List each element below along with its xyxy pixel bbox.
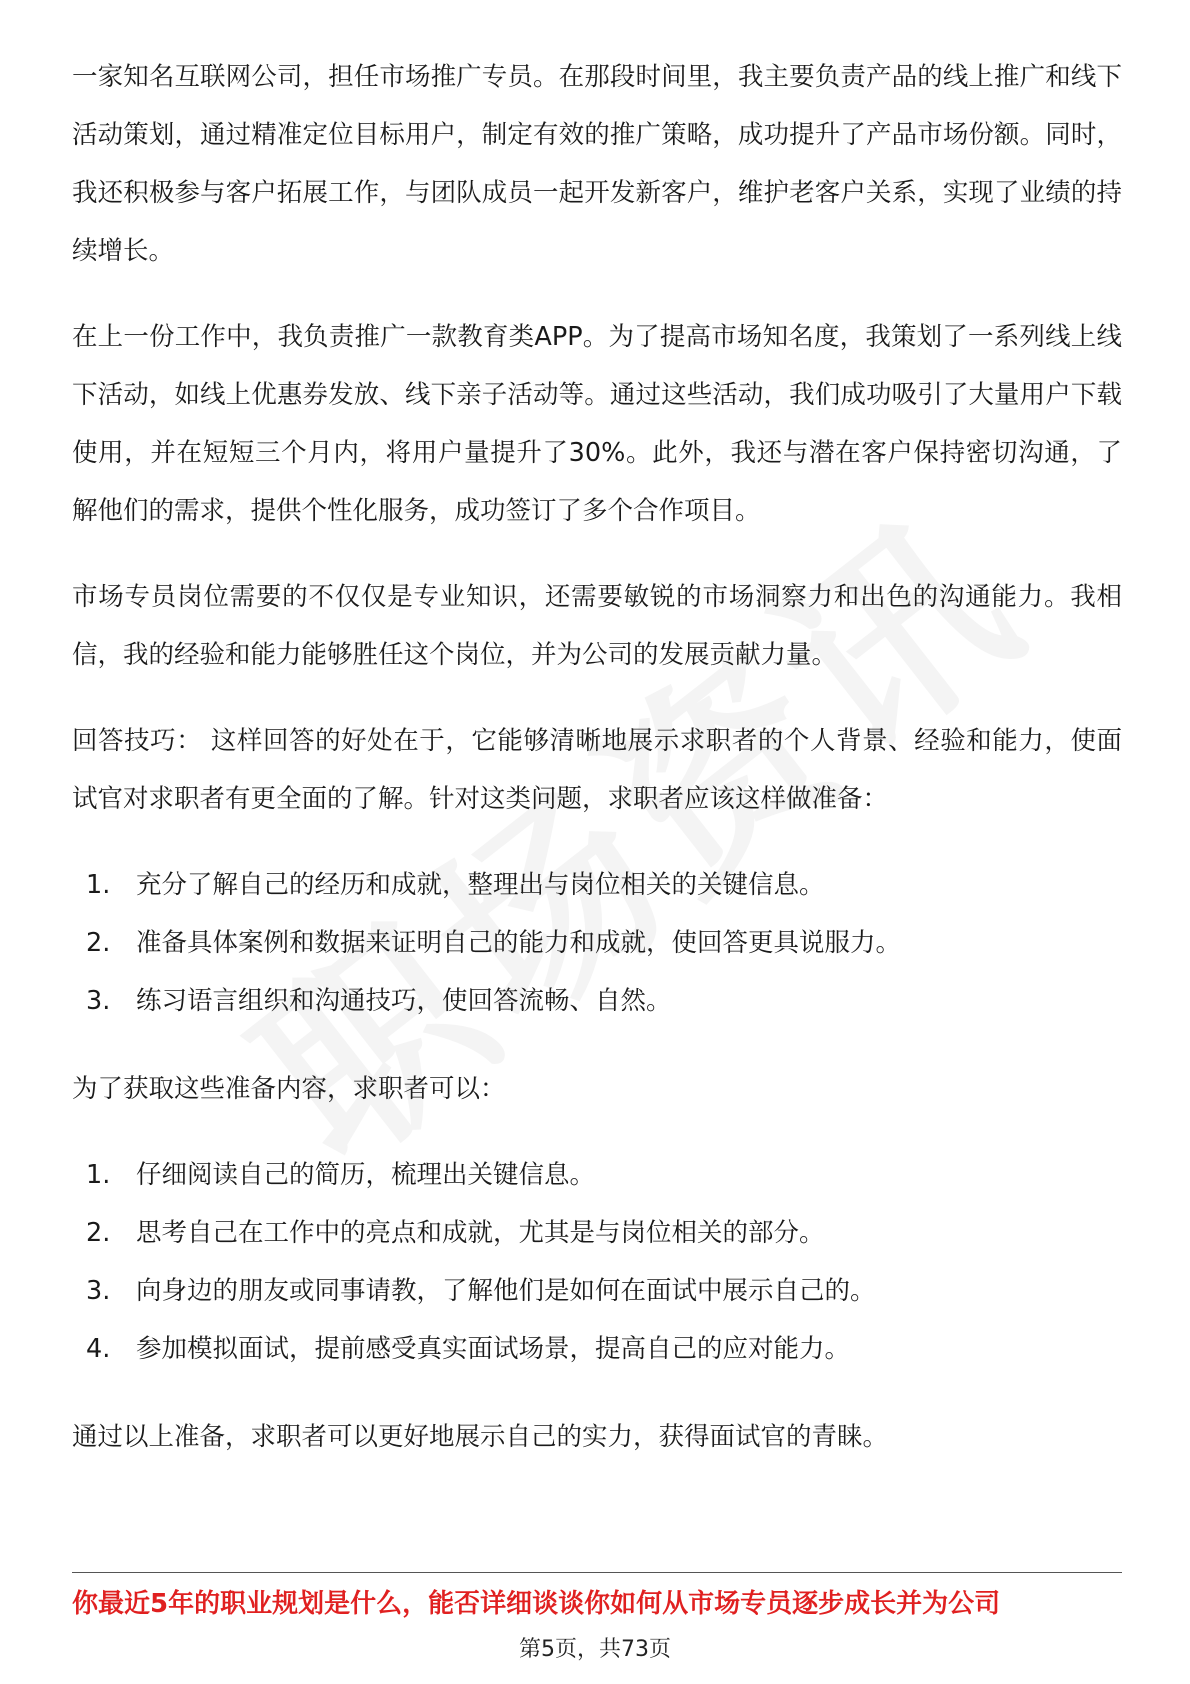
paragraph-experience: 一家知名互联网公司，担任市场推广专员。在那段时间里，我主要负责产品的线上推广和线下活动策划，通过精准定位目标用户，制定有效的推广策略，成功提升了产品市场份额。同时，我还积极参与客户拓展工作，与团队成员一起开发新客户，维护老客户关系，实现了业绩的持续增长。 bbox=[72, 62, 1122, 266]
paragraph-qualification: 市场专员岗位需要的不仅仅是专业知识，还需要敏锐的市场洞察力和出色的沟通能力。我相信，我的经验和能力能够胜任这个岗位，并为公司的发展贡献力量。 bbox=[72, 582, 1122, 670]
prep-list bbox=[72, 856, 1122, 1030]
list-item bbox=[72, 1320, 1122, 1378]
list-item bbox=[72, 1262, 1122, 1320]
list-number: 1. bbox=[86, 1160, 111, 1190]
list-number: 2. bbox=[86, 928, 111, 958]
paragraph-intro: 为了获取这些准备内容，求职者可以： bbox=[72, 1074, 506, 1104]
paragraph-answer-tips: 回答技巧： 这样回答的好处在于，它能够清晰地展示求职者的个人背景、经验和能力，使面试官对求职者有更全面的了解。针对这类问题，求职者应该这样做准备： bbox=[72, 726, 1122, 814]
list-number: 1. bbox=[86, 870, 111, 900]
list-number: 4. bbox=[86, 1334, 111, 1364]
paragraph-app-promotion: 在上一份工作中，我负责推广一款教育类APP。为了提高市场知名度，我策划了一系列线上线下活动，如线上优惠券发放、线下亲子活动等。通过这些活动，我们成功吸引了大量用户下载使用，并在短短三个月内，将用户量提升了30%。此外，我还与潜在客户保持密切沟通，了解他们的需求，提供个性化服务，成功签订了多个合作项目。 bbox=[72, 322, 1122, 526]
list-text: 准备具体案例和数据来证明自己的能力和成就，使回答更具说服力。 bbox=[136, 928, 902, 958]
list-number: 3. bbox=[86, 986, 111, 1016]
list-text: 充分了解自己的经历和成就，整理出与岗位相关的关键信息。 bbox=[136, 870, 825, 900]
list-text: 练习语言组织和沟通技巧，使回答流畅、自然。 bbox=[136, 986, 672, 1016]
list-item bbox=[72, 1146, 1122, 1204]
page-number: 第5页，共73页 bbox=[519, 1637, 671, 1662]
list-text: 向身边的朋友或同事请教，了解他们是如何在面试中展示自己的。 bbox=[136, 1276, 876, 1306]
document-body bbox=[72, 48, 1122, 1494]
list-number: 3. bbox=[86, 1276, 111, 1306]
list-number: 2. bbox=[86, 1218, 111, 1248]
list-text: 仔细阅读自己的简历，梳理出关键信息。 bbox=[136, 1160, 596, 1190]
list-text: 思考自己在工作中的亮点和成就，尤其是与岗位相关的部分。 bbox=[136, 1218, 825, 1248]
method-list bbox=[72, 1146, 1122, 1378]
list-item bbox=[72, 856, 1122, 914]
list-item bbox=[72, 914, 1122, 972]
list-item bbox=[72, 972, 1122, 1030]
list-text: 参加模拟面试，提前感受真实面试场景，提高自己的应对能力。 bbox=[136, 1334, 851, 1364]
list-item bbox=[72, 1204, 1122, 1262]
footer-divider bbox=[72, 1572, 1122, 1573]
paragraph-closing: 通过以上准备，求职者可以更好地展示自己的实力，获得面试官的青睐。 bbox=[72, 1422, 889, 1452]
footer-question: 你最近5年的职业规划是什么，能否详细谈谈你如何从市场专员逐步成长并为公司 bbox=[72, 1589, 1001, 1619]
